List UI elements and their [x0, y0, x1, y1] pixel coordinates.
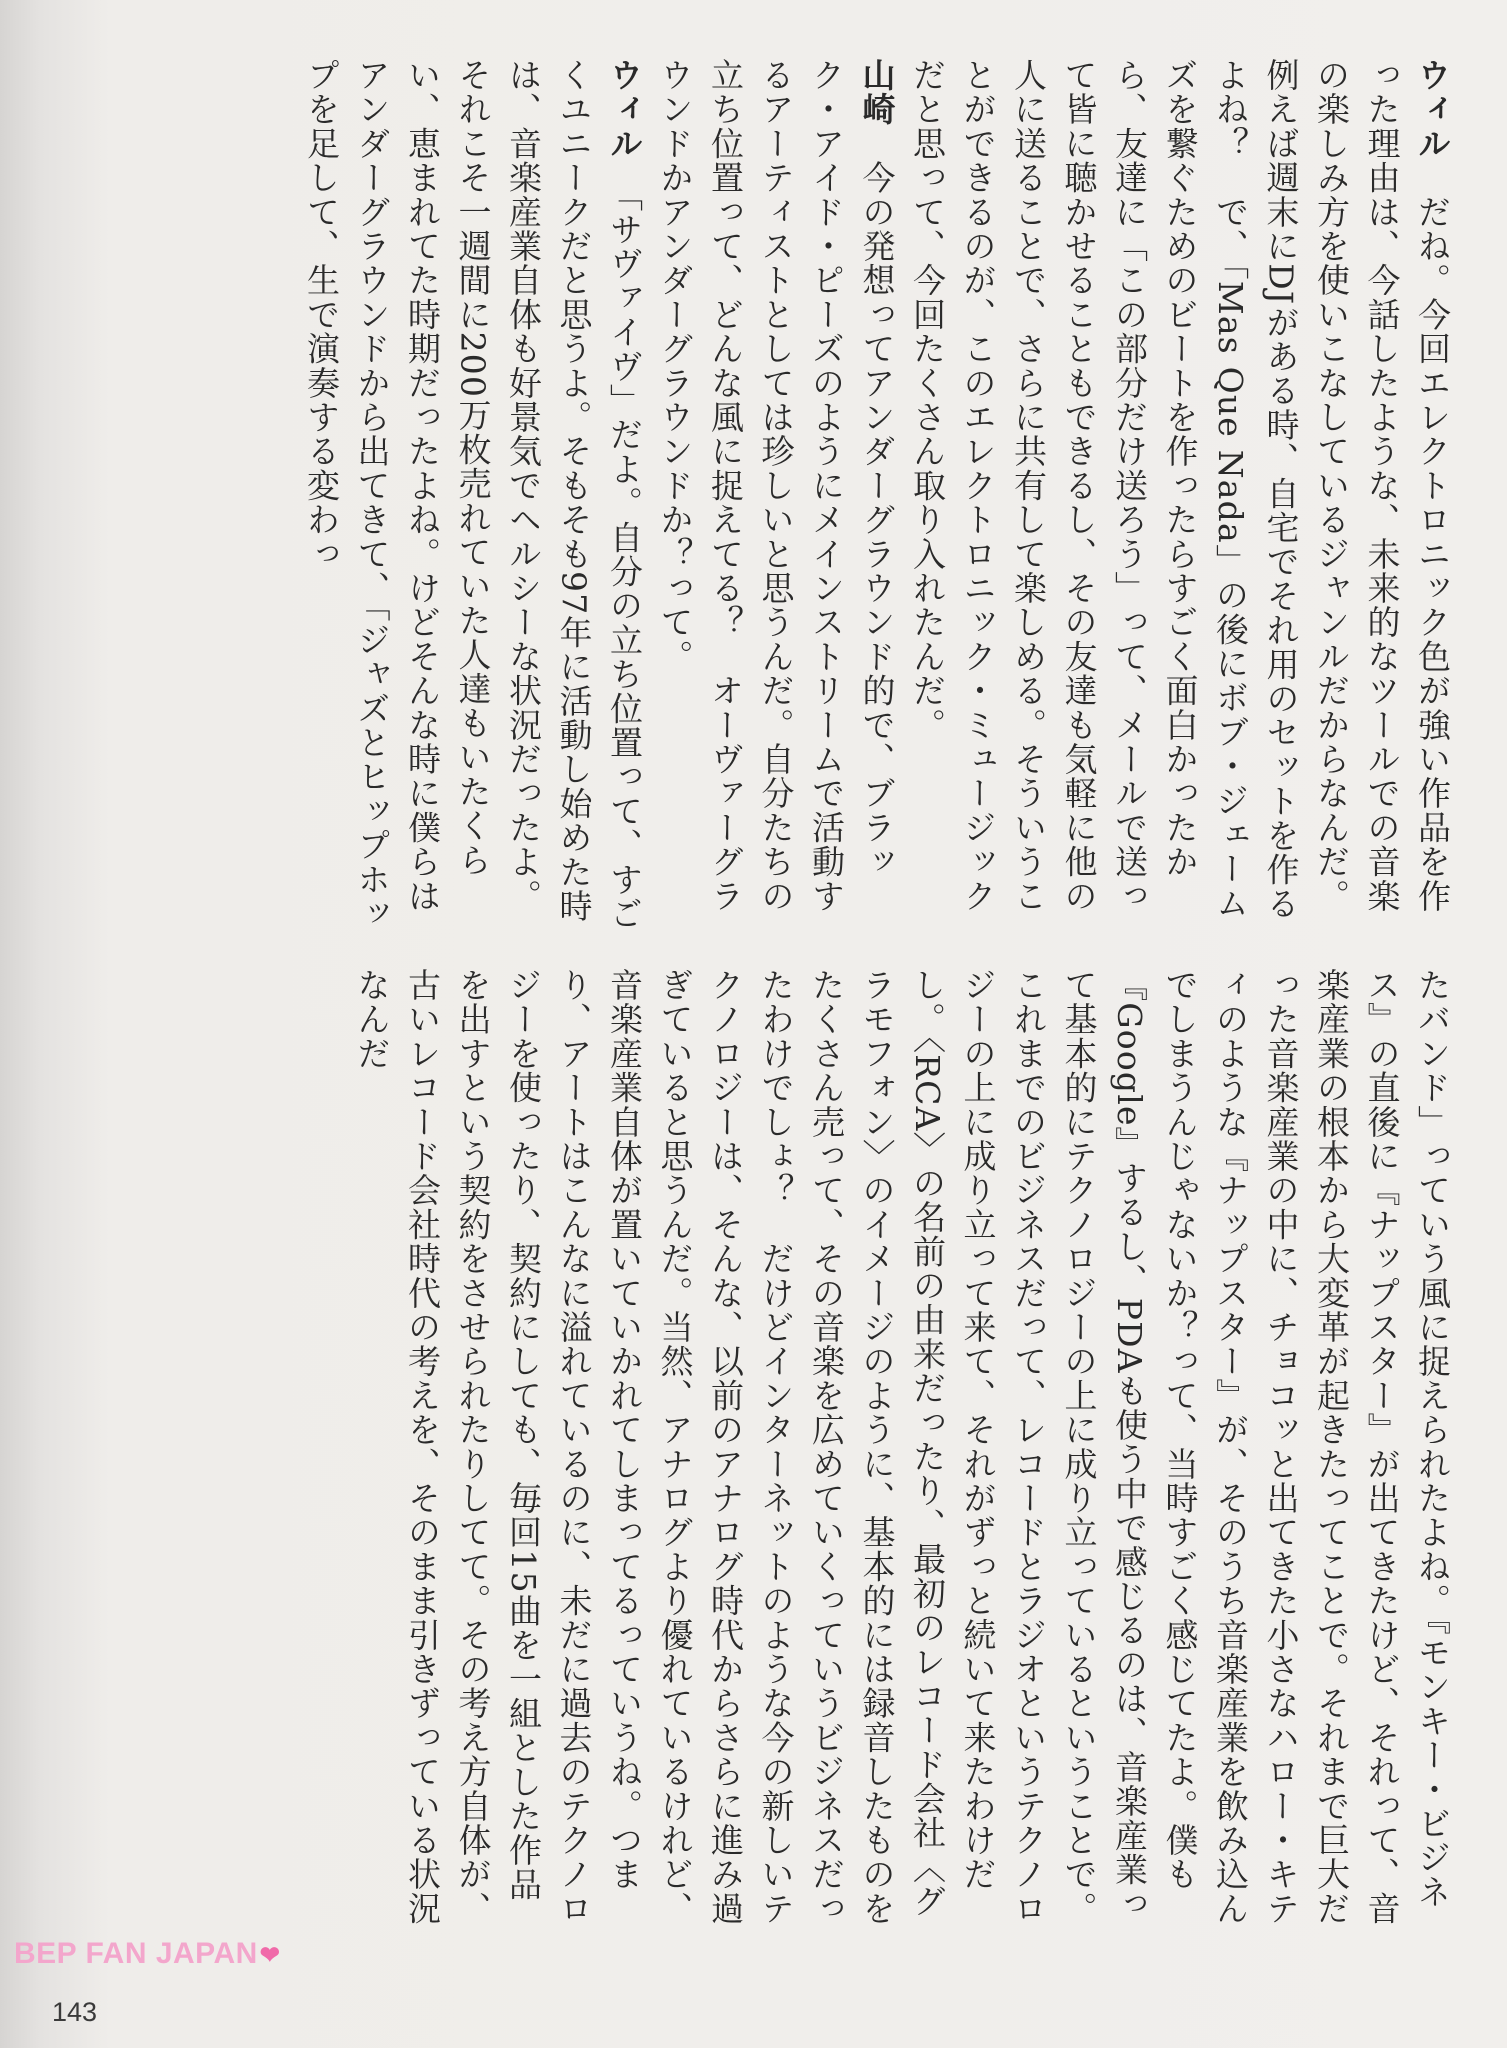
brand-text: BEP FAN JAPAN	[14, 1937, 258, 1970]
speaker-name: 山崎	[857, 58, 897, 127]
speaker-name: ウィル	[605, 58, 644, 161]
paragraph-will-2-continued: たバンド」っていう風に捉えられたよね。『モンキー・ビジネス』の直後に『ナップスター』が出てきたけど、それって、音楽産業の根本から大変革が起きたってことで。それまで巨大だった音楽産業の中に、チョコッと出てきた小さなハロー・キティのような『ナップスター』が、そのうち音楽産業を飲み込んでしまうんじゃないか？って、当時すごく感じてたよ。僕も『Google』するし、PDAも使う中で感じるのは、音楽産業って基本的にテクノロジーの上に成り立っているということで。これまでのビジネスだって、レコードとラジオというテクノロジーの上に成り立って来て、それがずっと続いて来たわけだし。〈RCA〉の名前の由来だったり、最初のレコード会社〈グラモフォン〉のイメージのように、基本的には録音したものをたくさん売って、その音楽を広めていくっていうビジネスだったわけでしょ？ だけどインターネットのような今の新しいテクノロジーは、そんな、以前のアナログ時代からさらに進み過ぎていると思うんだ。当然、アナログより優れているけれど、音楽産業自体が置いていかれてしまってるっていうね。つまり、アートはこんなに溢れているのに、未だに過去のテクノロジーを使ったり、契約にしても、毎回15曲を一組とした作品を出すという契約をさせられたりしてて。その考え方自体が、古いレコード会社時代の考えを、そのまま引きずっている状況なんだ	[352, 968, 1452, 1926]
upper-text-block	[7, 58, 1457, 938]
paragraph-will-2: ウィル 「サヴァイヴ」だよ。自分の立ち位置って、すごくユニークだと思うよ。そもそも97年に活動し始めた時は、音楽産業自体も好景気でヘルシーな状況だったよ。それこそ一週間に200万枚売れていた人達もいたくらい、恵まれてた時期だったよね。けどそんな時に僕らはアンダーグラウンドから出てきて、「ジャズとヒップホップを足して、生で演奏する変わっ	[302, 58, 644, 931]
page-number: 143	[52, 1997, 98, 2027]
speaker-name: ウィル	[1413, 58, 1452, 161]
brand-watermark	[14, 1937, 280, 1971]
lower-text-block	[7, 968, 1457, 1928]
paragraph-yamazaki: 山崎 今の発想ってアンダーグラウンド的で、ブラック・アイド・ピーズのようにメインストリームで活動するアーティストとしては珍しいと思うんだ。自分たちの立ち位置って、どんな風に捉えてる？ オーヴァーグラウンドかアンダーグラウンドか？って。	[655, 58, 897, 913]
paragraph-will-1: ウィル だね。今回エレクトロニック色が強い作品を作った理由は、今話したような、未来的なツールでの音楽の楽しみ方を使いこなしているジャンルだからなんだ。例えば週末にDJがある時、自宅でそれ用のセットを作るよね？ で、「Mas Que Nada」の後にボブ・ジェームズを繋ぐためのビートを作ったらすごく面白かったから、友達に「この部分だけ送ろう」って、メールで送って皆に聴かせることもできるし、その友達も気軽に他の人に送ることで、さらに共有して楽しめる。そういうことができるのが、このエレクトロニック・ミュージックだと思って、今回たくさん取り入れたんだ。	[908, 58, 1452, 921]
heart-icon: ❤	[259, 1942, 281, 1969]
